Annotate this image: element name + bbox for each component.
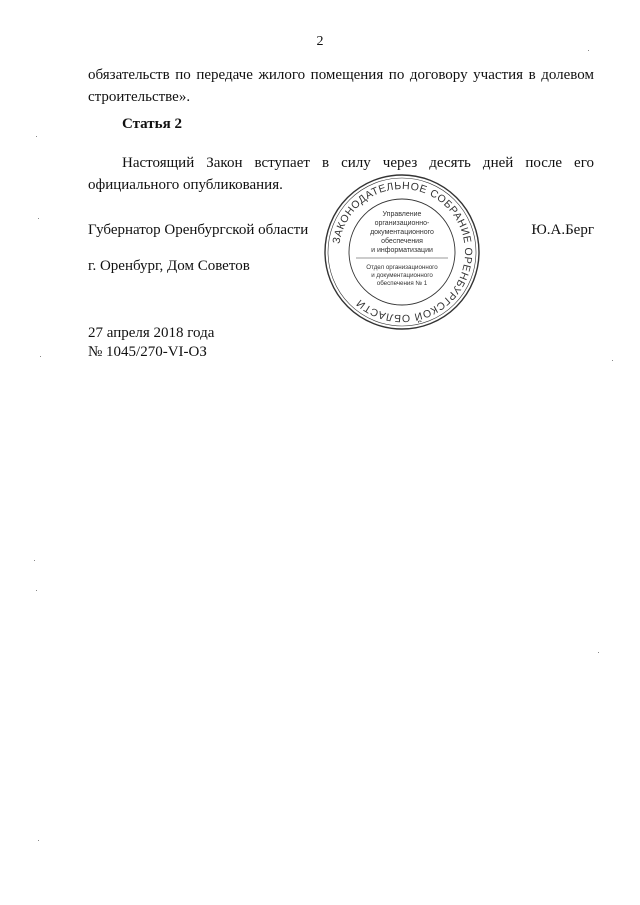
signing-place: г. Оренбург, Дом Советов [88, 258, 250, 274]
signatory-title: Губернатор Оренбургской области [88, 222, 309, 238]
article-body-paragraph: Настоящий Закон вступает в силу через десять дней после его официального опубликования. [88, 155, 594, 193]
seal-lower-line: Отдел организационного [366, 264, 438, 271]
scan-speck [588, 50, 589, 51]
seal-upper-line: организационно- [374, 220, 430, 227]
seal-lower-block [366, 264, 438, 287]
page-number: 2 [316, 34, 324, 49]
paragraph-continued: обязательств по передаче жилого помещения по договору участия в долевом строительстве». [88, 67, 594, 105]
seal-upper-line: обеспечения [381, 238, 423, 245]
seal-graphic [322, 172, 482, 332]
scan-speck [38, 218, 39, 219]
article-heading: Статья 2 [122, 116, 182, 132]
scan-speck [36, 136, 37, 137]
scan-speck [598, 652, 599, 653]
scan-speck [38, 840, 39, 841]
seal-upper-block [370, 211, 434, 254]
official-seal-icon [322, 172, 482, 332]
signatory-name: Ю.А.Берг [531, 222, 594, 238]
seal-ring-text: ЗАКОНОДАТЕЛЬНОЕ СОБРАНИЕ ОРЕНБУРГСКОЙ ОБЛАСТИ [330, 179, 475, 325]
scan-speck [612, 360, 613, 361]
scan-speck [36, 590, 37, 591]
seal-upper-line: и информатизации [371, 247, 433, 254]
seal-upper-line: Управление [382, 211, 422, 218]
seal-lower-line: обеспечения № 1 [376, 280, 428, 287]
signing-date: 27 апреля 2018 года [88, 325, 215, 341]
seal-lower-line: и документационного [371, 272, 433, 279]
law-number: № 1045/270-VI-ОЗ [88, 344, 207, 360]
scan-speck [34, 560, 35, 561]
seal-upper-line: документационного [370, 229, 434, 236]
scan-speck [40, 356, 41, 357]
